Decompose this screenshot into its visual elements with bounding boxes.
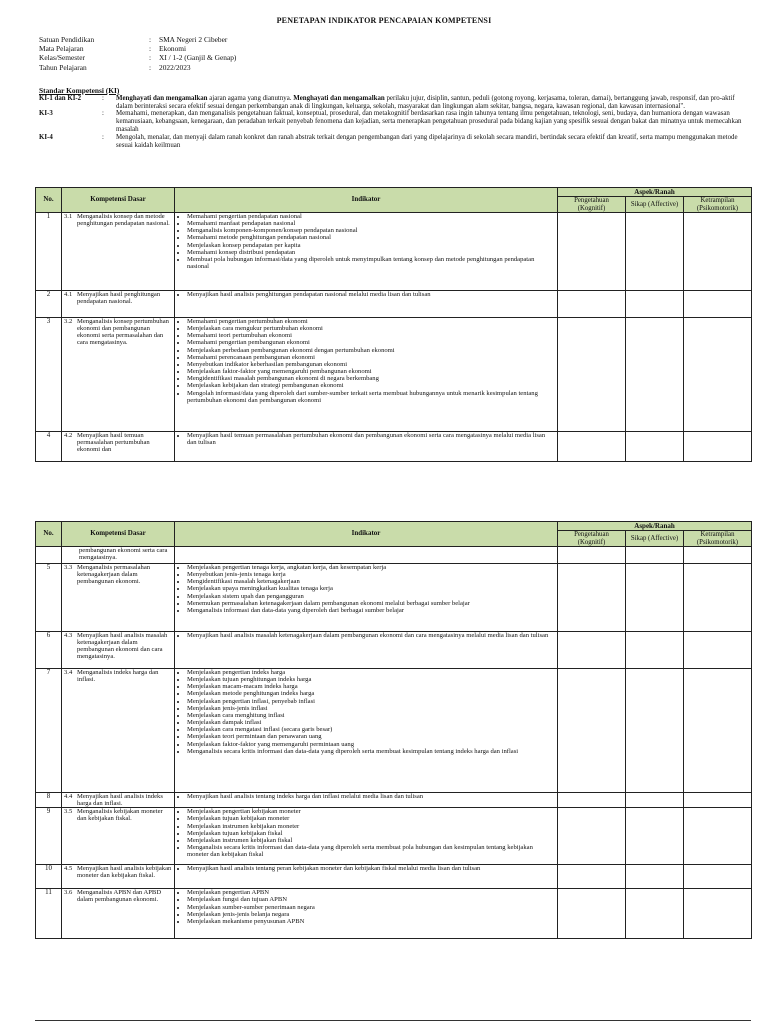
pengetahuan-cell [558,865,626,889]
indicator-item: • Menyajikan hasil analisis tentang peran kebijakan moneter dan kebijakan fiskal melalui media lisan dan tulisan [187,865,555,872]
meta-label: Mata Pelajaran [39,44,84,54]
ki-colon: : [102,94,104,102]
ki-mid: ajaran agama yang dianutnya. [207,94,294,102]
ki-code: KI-3 [39,110,53,118]
indicator-item: • Menjelaskan jenis-jenis belanja negara [187,911,555,918]
indicator-item: • Menjelaskan pengertian APBN [187,889,555,896]
kd-text: Menganalisis konsep pertumbuhan ekonomi dan pembangunan ekonomi serta permasalahan dan cara mengatasinya. [77,318,169,347]
indikator-cell [175,547,558,564]
table-row [36,632,752,669]
row-number: 8 [36,793,62,808]
indicator-item: • Menjelaskan cara menghitung inflasi [187,712,555,719]
indicator-item: • Menyajikan hasil temuan permasalahan pertumbuhan ekonomi dan pembangunan ekonomi serta cara mengatasinya melalui media lisan dan tulisan [187,432,555,446]
row-number: 9 [36,808,62,865]
indikator-cell [175,213,558,291]
table-row [36,564,752,632]
table-row [36,291,752,318]
indicator-item: • Memahami pengertian pertumbuhan ekonomi [187,318,555,325]
header-kompetensi-dasar: Kompetensi Dasar [62,188,175,213]
table-row [36,793,752,808]
table-row [36,547,752,564]
row-number [36,547,62,564]
indicator-item: • Menjelaskan faktor-faktor yang memengaruhi pembangunan ekonomi [187,368,555,375]
kompetensi-dasar-cell [62,865,175,889]
keterampilan-cell [684,213,752,291]
indicator-item: • Menjelaskan cara mengukur pertumbuhan ekonomi [187,325,555,332]
indicator-item: • Mengolah informasi/data yang diperoleh dari sumber-sumber terkait serta membuat hubungannya untuk menarik kesimpulan tentang pertumbuhan ekonomi dan pembangunan ekonomi [187,390,555,404]
indicator-item: • Memahami konsep distribusi pendapatan [187,249,555,256]
meta-value: Ekonomi [159,44,187,54]
kompetensi-dasar-cell [62,669,175,793]
sikap-cell [626,432,684,462]
indicator-item: • Mengidentifikasi masalah pembangunan ekonomi di negara berkembang [187,375,555,382]
indikator-cell [175,432,558,462]
sikap-cell [626,213,684,291]
header-no: No. [36,188,62,213]
ki-text: Mengolah, menalar, dan menyaji dalam ranah konkret dan ranah abstrak terkait dengan pengembangan dari yang dipelajarinya di sekolah secara mandiri, bertindak secara efektif dan kreatif, serta mampu menggunakan metode sesuai kaidah keilmuan [116,133,738,149]
row-number: 1 [36,213,62,291]
indicator-item: • Memahami teori pertumbuhan ekonomi [187,332,555,339]
ki-code: KI-4 [39,133,53,141]
header-pengetahuan: Pengetahuan (Kognitif) [558,197,626,213]
kompetensi-dasar-cell [62,808,175,865]
header-no: No. [36,522,62,547]
competency-table-page-1 [35,187,752,462]
indicator-item: • Memahami metode penghitungan pendapatan nasional [187,234,555,241]
indicator-item: • Memahami manfaat pendapatan nasional [187,220,555,227]
kompetensi-dasar-cell [62,632,175,669]
kd-text: Menyajikan hasil analisis indeks harga dan inflasi. [77,793,163,808]
indicator-item: • Menjelaskan macam-macam indeks harga [187,683,555,690]
school-metadata [39,35,236,72]
meta-value: SMA Negeri 2 Cibeber [159,35,228,44]
kd-text: Menganalisis kebijakan moneter dan kebijakan fiskal. [77,808,163,823]
indikator-cell [175,632,558,669]
indicator-item: • Menjelaskan pengertian kebijakan moneter [187,808,555,815]
pengetahuan-cell [558,547,626,564]
indikator-cell [175,291,558,318]
row-number: 2 [36,291,62,318]
kd-text: pembangunan ekonomi serta cara mengatasinya. [79,547,168,562]
row-number: 7 [36,669,62,793]
pengetahuan-cell [558,432,626,462]
page-bottom-rule [35,1020,751,1021]
meta-colon: : [149,44,152,54]
kd-text: Menyajikan hasil penghitungan pendapatan nasional. [77,291,161,306]
indicator-item: • Memahami pengertian pendapatan nasional [187,213,555,220]
sikap-cell [626,632,684,669]
keterampilan-cell [684,793,752,808]
keterampilan-cell [684,564,752,632]
pengetahuan-cell [558,632,626,669]
ki-row-3 [39,110,751,133]
meta-colon: : [149,35,152,44]
header-pengetahuan: Pengetahuan (Kognitif) [558,531,626,547]
meta-value: XI / 1-2 (Ganjil & Genap) [159,53,237,63]
indicator-item: • Menjelaskan tujuan penghitungan indeks harga [187,676,555,683]
indicator-item: • Menyajikan hasil analisis tentang indeks harga dan inflasi melalui media lisan dan tulisan [187,793,555,800]
kompetensi-dasar-cell [62,889,175,939]
keterampilan-cell [684,669,752,793]
core-competency-section [39,87,751,149]
meta-colon: : [149,53,152,63]
indicator-item: • Menjelaskan mekanisme penyusunan APBN [187,918,555,925]
table-row [36,318,752,432]
meta-label: Tahun Pelajaran [39,62,87,72]
kompetensi-dasar-cell [62,547,175,564]
meta-label: Satuan Pendidikan [39,35,95,44]
pengetahuan-cell [558,564,626,632]
kd-text: Menganalisis konsep dan metode penghitungan pendapatan nasional. [77,213,170,228]
indicator-item: • Menjelaskan fungsi dan tujuan APBN [187,896,555,903]
ki-colon: : [102,133,104,141]
kd-text: Menganalisis APBN dan APBD dalam pembangunan ekonomi. [77,889,162,904]
kompetensi-dasar-cell [62,213,175,291]
kd-number: 3.6 [64,889,73,897]
meta-row [39,63,236,72]
pengetahuan-cell [558,213,626,291]
ki-heading: Standar Kompetensi (KI) [39,86,120,95]
row-number: 10 [36,865,62,889]
sikap-cell [626,808,684,865]
kd-number: 4.2 [64,432,73,439]
indicator-item: • Menganalisis informasi dan data-data yang diperoleh dari berbagai sumber belajar [187,607,555,614]
indicator-item: • Menemukan permasalahan ketenagakerjaan dalam pembangunan ekonomi melalui berbagai sumber belajar [187,600,555,607]
indicator-item: • Menjelaskan jenis-jenis inflasi [187,705,555,712]
indicator-item: • Menjelaskan pengertian tenaga kerja, angkatan kerja, dan kesempatan kerja [187,564,555,571]
table-row [36,889,752,939]
indikator-cell [175,564,558,632]
table-row [36,865,752,889]
document-title: PENETAPAN INDIKATOR PENCAPAIAN KOMPETENSI [276,16,492,25]
kd-number: 3.5 [64,808,73,816]
row-number: 4 [36,432,62,462]
pengetahuan-cell [558,318,626,432]
keterampilan-cell [684,318,752,432]
indikator-cell [175,793,558,808]
indicator-item: • Menjelaskan sistem upah dan pengangguran [187,593,555,600]
indicator-item: • Memahami perencanaan pembangunan ekonomi [187,354,555,361]
keterampilan-cell [684,808,752,865]
kd-number: 3.1 [64,213,73,220]
indicator-item: • Menjelaskan pengertian inflasi, penyebab inflasi [187,698,555,705]
kd-number: 4.1 [64,291,73,298]
meta-value: 2022/2023 [159,62,191,72]
ki-rest: perilaku jujur, disiplin, santun, peduli (gotong royong, kerjasama, toleran, damai), bertanggung jawab, responsif, dan pro-aktif dalam berinteraksi secara efektif sesuai dengan perkembangan anak di lingkungan, keluarga, sekolah, masyarakat dan lingkungan alam sekitar, bangsa, negara, kawasan regional, dan kawasan internasional". [116,94,735,110]
ki-code: KI-1 dan KI-2 [39,94,82,102]
header-aspek-ranah: Aspek/Ranah [558,188,752,197]
indicator-item: • Menganalisis secara kritis informasi dan data-data yang diperoleh serta membuat pola hubungan dan kesimpulan tentang kebijakan moneter dan kebijakan fiskal [187,844,555,858]
kd-text: Menyajikan hasil analisis kebijakan moneter dan kebijakan fiskal. [77,865,172,880]
indicator-item: • Menjelaskan kebijakan dan strategi pembangunan ekonomi [187,382,555,389]
indikator-cell [175,865,558,889]
indicator-item: • Mengidentifikasi masalah ketenagakerjaan [187,578,555,585]
sikap-cell [626,291,684,318]
ki-row-1-2 [39,95,751,111]
header-indikator: Indikator [175,188,558,213]
kd-text: Menganalisis indeks harga dan inflasi. [77,669,159,684]
kd-text: Menyajikan hasil analisis masalah ketenagakerjaan dalam pembangunan ekonomi dan cara mengatasinya. [77,632,168,661]
kompetensi-dasar-cell [62,291,175,318]
sikap-cell [626,669,684,793]
pengetahuan-cell [558,669,626,793]
competency-table-page-2 [35,521,752,939]
kompetensi-dasar-cell [62,432,175,462]
sikap-cell [626,793,684,808]
header-indikator: Indikator [175,522,558,547]
indicator-item: • Menjelaskan tujuan kebijakan moneter [187,815,555,822]
table-row [36,808,752,865]
pengetahuan-cell [558,808,626,865]
keterampilan-cell [684,889,752,939]
indicator-item: • Menyebutkan indikator keberhasilan pembangunan ekonomi [187,361,555,368]
indikator-cell [175,808,558,865]
kd-number: 3.2 [64,318,73,325]
pengetahuan-cell [558,291,626,318]
sikap-cell [626,865,684,889]
row-number: 5 [36,564,62,632]
kompetensi-dasar-cell [62,793,175,808]
table-row [36,432,752,462]
indicator-item: • Menjelaskan metode penghitungan indeks harga [187,690,555,697]
row-number: 3 [36,318,62,432]
indicator-item: • Menjelaskan faktor-faktor yang memengaruhi permintaan uang [187,741,555,748]
header-kompetensi-dasar: Kompetensi Dasar [62,522,175,547]
kd-text: Menyajikan hasil temuan permasalahan pertumbuhan ekonomi dan [77,432,150,454]
meta-row [39,44,236,53]
meta-row [39,53,236,62]
indicator-item: • Menjelaskan instrumen kebijakan fiskal [187,837,555,844]
row-number: 11 [36,889,62,939]
pengetahuan-cell [558,889,626,939]
indicator-item: • Menganalisis secara kritis informasi dan data-data yang diperoleh serta membuat kesimpulan tentang indeks harga dan inflasi [187,748,555,755]
meta-row [39,35,236,44]
ki-bold-1: Menghayati dan mengamalkan [116,94,208,102]
kd-number: 3.3 [64,564,73,571]
kd-number: 4.4 [64,793,73,800]
header-aspek-ranah: Aspek/Ranah [558,522,752,531]
indikator-cell [175,889,558,939]
indicator-item: • Menjelaskan cara mengatasi inflasi (secara garis besar) [187,726,555,733]
indicator-item: • Menjelaskan perbedaan pembangunan ekonomi dengan pertumbuhan ekonomi [187,347,555,354]
indicator-item: • Menjelaskan instrumen kebijakan moneter [187,823,555,830]
header-sikap: Sikap (Affective) [626,197,684,213]
meta-label: Kelas/Semester [39,53,85,63]
keterampilan-cell [684,632,752,669]
indicator-item: • Membuat pola hubungan informasi/data yang diperoleh untuk menyimpulkan tentang konsep dan metode penghitungan pendapatan nasional [187,256,555,270]
indicator-item: • Menjelaskan konsep pendapatan per kapita [187,242,555,249]
ki-colon: : [102,110,104,118]
indicator-item: • Menyajikan hasil analisis penghitungan pendapatan nasional melalui media lisan dan tulisan [187,291,555,298]
header-keterampilan: Ketrampilan (Psikomotorik) [684,197,752,213]
table-row [36,213,752,291]
ki-text [116,95,751,111]
indikator-cell [175,669,558,793]
header-keterampilan: Ketrampilan (Psikomotorik) [684,531,752,547]
indicator-item: • Menjelaskan sumber-sumber penerimaan negara [187,904,555,911]
indicator-item: • Menjelaskan pengertian indeks harga [187,669,555,676]
table-row [36,669,752,793]
header-sikap: Sikap (Affective) [626,531,684,547]
pengetahuan-cell [558,793,626,808]
sikap-cell [626,318,684,432]
keterampilan-cell [684,291,752,318]
indicator-item: • Memahami pengertian pembangunan ekonomi [187,339,555,346]
meta-colon: : [149,62,152,72]
indicator-item: • Menjelaskan tujuan kebijakan fiskal [187,830,555,837]
kompetensi-dasar-cell [62,318,175,432]
indicator-item: • Menjelaskan teori permintaan dan penawaran uang [187,733,555,740]
indicator-item: • Menyebutkan jenis-jenis tenaga kerja [187,571,555,578]
indicator-item: • Menjelaskan upaya meningkatkan kualitas tenaga kerja [187,585,555,592]
ki-text: Memahami, menerapkan, dan menganalisis pengetahuan faktual, konseptual, prosedural, dan metakognitif berdasarkan rasa ingin tahunya tentang ilmu pengetahuan, teknologi, seni, budaya, dan humaniora dengan wawasan kemanusiaan, kebangsaan, kenegaraan, dan peradaban terkait penyebab fenomena dan kejadian, serta menerapkan pengetahuan prosedural pada bidang kajian yang spesifik sesuai dengan bakat dan minatnya untuk memecahkan masalah [116,110,742,133]
ki-row-4 [39,134,751,150]
sikap-cell [626,564,684,632]
kompetensi-dasar-cell [62,564,175,632]
keterampilan-cell [684,547,752,564]
kd-text: Menganalisis permasalahan ketenagakerjaan dalam pembangunan ekonomi. [77,564,151,586]
kd-number: 4.5 [64,865,73,873]
keterampilan-cell [684,865,752,889]
kd-number: 3.4 [64,669,73,676]
sikap-cell [626,889,684,939]
indicator-item: • Menjelaskan dampak inflasi [187,719,555,726]
kd-number: 4.3 [64,632,73,639]
indicator-item: • Menganalisis komponen-komponen/konsep pendapatan nasional [187,227,555,234]
row-number: 6 [36,632,62,669]
ki-bold-2: Menghayati dan mengamalkan [293,94,385,102]
keterampilan-cell [684,432,752,462]
sikap-cell [626,547,684,564]
indikator-cell [175,318,558,432]
indicator-item: • Menyajikan hasil analisis masalah ketenagakerjaan dalam pembangunan ekonomi dan cara mengatasinya melalui media lisan dan tulisan [187,632,555,639]
